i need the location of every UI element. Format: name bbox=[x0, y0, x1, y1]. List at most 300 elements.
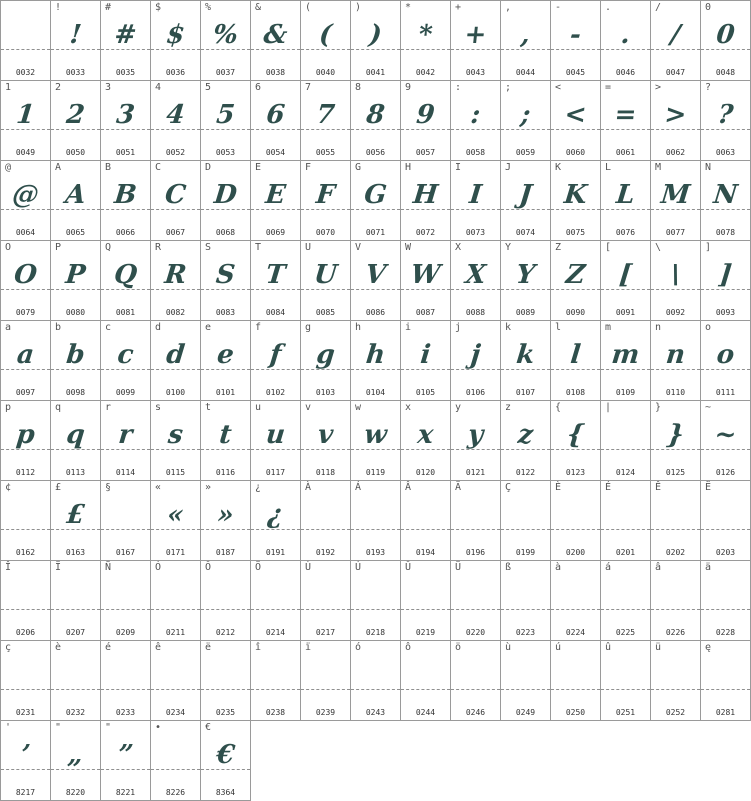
character-label: [ bbox=[605, 242, 612, 253]
glyph-cell bbox=[501, 1, 551, 81]
glyph-cell bbox=[551, 481, 601, 561]
glyph-cell bbox=[151, 321, 201, 401]
glyph-cell bbox=[351, 241, 401, 321]
character-label: r bbox=[105, 402, 112, 413]
glyph-sample: H bbox=[411, 180, 440, 210]
glyph-cell bbox=[101, 561, 151, 641]
character-code: 0060 bbox=[565, 148, 586, 157]
glyph-cell bbox=[101, 641, 151, 721]
glyph-sample: u bbox=[264, 420, 287, 450]
character-label: Y bbox=[505, 242, 512, 253]
character-label: 0 bbox=[705, 2, 712, 13]
glyph-cell bbox=[301, 1, 351, 81]
glyph-sample: D bbox=[212, 180, 239, 210]
glyph-cell bbox=[651, 241, 701, 321]
glyph-sample: r bbox=[117, 420, 134, 450]
glyph-sample: K bbox=[562, 180, 589, 210]
character-label: M bbox=[655, 162, 662, 173]
glyph-cell bbox=[301, 561, 351, 641]
character-code: 0109 bbox=[615, 388, 636, 397]
character-label: Z bbox=[555, 242, 562, 253]
glyph-cell bbox=[601, 161, 651, 241]
character-label: % bbox=[205, 2, 212, 13]
character-code: 0085 bbox=[315, 308, 336, 317]
glyph-sample bbox=[601, 415, 651, 455]
character-code: 0251 bbox=[615, 708, 636, 717]
glyph-sample: & bbox=[262, 20, 289, 50]
character-code: 0045 bbox=[565, 68, 586, 77]
character-code: 0239 bbox=[315, 708, 336, 717]
character-label: 9 bbox=[405, 82, 412, 93]
glyph-cell bbox=[51, 641, 101, 721]
glyph-sample: { bbox=[565, 420, 586, 450]
character-code: 0042 bbox=[415, 68, 436, 77]
character-label: ? bbox=[705, 82, 712, 93]
character-code: 0064 bbox=[15, 228, 36, 237]
character-code: 0078 bbox=[715, 228, 736, 237]
character-code: 0123 bbox=[565, 468, 586, 477]
character-label: Ö bbox=[255, 562, 262, 573]
character-label: 7 bbox=[305, 82, 312, 93]
character-label: h bbox=[355, 322, 362, 333]
glyph-cell bbox=[501, 561, 551, 641]
character-code: 0088 bbox=[465, 308, 486, 317]
glyph-cell bbox=[151, 241, 201, 321]
glyph-sample: i bbox=[418, 340, 433, 370]
character-label: R bbox=[155, 242, 162, 253]
character-label: ë bbox=[205, 642, 212, 653]
glyph-sample: + bbox=[463, 20, 488, 50]
glyph-cell bbox=[201, 401, 251, 481]
character-code: 0069 bbox=[265, 228, 286, 237]
character-label: z bbox=[505, 402, 512, 413]
character-code: 0053 bbox=[215, 148, 236, 157]
glyph-cell bbox=[1, 561, 51, 641]
character-label: ï bbox=[305, 642, 312, 653]
character-code: 0217 bbox=[315, 628, 336, 637]
character-label: ç bbox=[5, 642, 12, 653]
glyph-cell bbox=[251, 321, 301, 401]
glyph-sample: Q bbox=[112, 260, 139, 290]
character-code: 8217 bbox=[15, 788, 36, 797]
character-code: 0082 bbox=[165, 308, 186, 317]
glyph-sample: R bbox=[163, 260, 188, 290]
glyph-sample: h bbox=[364, 340, 387, 370]
glyph-sample: , bbox=[519, 20, 532, 50]
character-code: 0076 bbox=[615, 228, 636, 237]
glyph-sample: b bbox=[64, 340, 87, 370]
glyph-cell bbox=[51, 481, 101, 561]
glyph-cell bbox=[401, 161, 451, 241]
character-label: V bbox=[355, 242, 362, 253]
character-code: 0119 bbox=[365, 468, 386, 477]
glyph-cell bbox=[201, 641, 251, 721]
character-label: ] bbox=[705, 242, 712, 253]
glyph-sample bbox=[651, 495, 701, 535]
character-label: ù bbox=[505, 642, 512, 653]
glyph-cell bbox=[401, 641, 451, 721]
character-label: 8 bbox=[355, 82, 362, 93]
glyph-cell bbox=[651, 561, 701, 641]
character-label: À bbox=[305, 482, 312, 493]
character-code: 0233 bbox=[115, 708, 136, 717]
glyph-cell bbox=[101, 1, 151, 81]
glyph-sample: L bbox=[614, 180, 637, 210]
glyph-cell bbox=[301, 241, 351, 321]
character-code: 0038 bbox=[265, 68, 286, 77]
glyph-sample: E bbox=[264, 180, 287, 210]
glyph-cell bbox=[551, 1, 601, 81]
character-code: 0218 bbox=[365, 628, 386, 637]
character-code: 0211 bbox=[165, 628, 186, 637]
character-code: 0054 bbox=[265, 148, 286, 157]
glyph-sample bbox=[301, 655, 351, 695]
glyph-sample bbox=[101, 655, 151, 695]
glyph-cell bbox=[251, 241, 301, 321]
character-code: 0112 bbox=[15, 468, 36, 477]
glyph-cell bbox=[301, 401, 351, 481]
character-code: 0238 bbox=[265, 708, 286, 717]
glyph-cell bbox=[401, 241, 451, 321]
character-label: T bbox=[255, 242, 262, 253]
glyph-sample: 7 bbox=[314, 100, 337, 130]
character-label: Û bbox=[405, 562, 412, 573]
glyph-cell bbox=[101, 321, 151, 401]
glyph-sample: @ bbox=[10, 180, 41, 210]
glyph-sample: ] bbox=[717, 260, 734, 290]
character-label: I bbox=[455, 162, 462, 173]
glyph-sample bbox=[151, 735, 201, 775]
glyph-sample: W bbox=[409, 260, 442, 290]
glyph-cell bbox=[251, 161, 301, 241]
glyph-cell bbox=[151, 81, 201, 161]
character-label: B bbox=[105, 162, 112, 173]
glyph-sample: A bbox=[63, 180, 88, 210]
character-code: 0108 bbox=[565, 388, 586, 397]
character-code: 0097 bbox=[15, 388, 36, 397]
glyph-cell bbox=[51, 161, 101, 241]
character-label: W bbox=[405, 242, 412, 253]
character-label: > bbox=[655, 82, 662, 93]
character-label: Ï bbox=[55, 562, 62, 573]
glyph-cell bbox=[301, 161, 351, 241]
character-code: 0171 bbox=[165, 548, 186, 557]
character-label: é bbox=[105, 642, 112, 653]
character-label: O bbox=[5, 242, 12, 253]
character-label: Ë bbox=[705, 482, 712, 493]
character-label: • bbox=[155, 722, 162, 733]
character-label: q bbox=[55, 402, 62, 413]
character-code: 0100 bbox=[165, 388, 186, 397]
glyph-cell bbox=[1, 641, 51, 721]
character-code: 0056 bbox=[365, 148, 386, 157]
glyph-sample bbox=[401, 575, 451, 615]
glyph-cell bbox=[551, 401, 601, 481]
character-code: 0243 bbox=[365, 708, 386, 717]
glyph-cell bbox=[601, 81, 651, 161]
glyph-sample bbox=[1, 495, 51, 535]
glyph-cell bbox=[101, 721, 151, 801]
character-code: 0092 bbox=[665, 308, 686, 317]
glyph-sample: J bbox=[517, 180, 534, 210]
glyph-sample: € bbox=[214, 740, 237, 770]
character-code: 8226 bbox=[165, 788, 186, 797]
character-code: 0074 bbox=[515, 228, 536, 237]
glyph-cell bbox=[701, 321, 751, 401]
glyph-sample bbox=[1, 655, 51, 695]
glyph-sample bbox=[301, 575, 351, 615]
glyph-sample: M bbox=[659, 180, 692, 210]
character-code: 0052 bbox=[165, 148, 186, 157]
character-code: 0115 bbox=[165, 468, 186, 477]
glyph-sample: . bbox=[619, 20, 632, 50]
glyph-sample bbox=[151, 655, 201, 695]
character-label: F bbox=[305, 162, 312, 173]
character-code: 0049 bbox=[15, 148, 36, 157]
glyph-sample: F bbox=[314, 180, 337, 210]
glyph-sample: v bbox=[316, 420, 335, 450]
glyph-sample: ? bbox=[716, 100, 735, 130]
character-label: D bbox=[205, 162, 212, 173]
glyph-sample: z bbox=[516, 420, 535, 450]
glyph-cell bbox=[301, 81, 351, 161]
character-label: s bbox=[155, 402, 162, 413]
character-label: ó bbox=[355, 642, 362, 653]
glyph-cell bbox=[501, 161, 551, 241]
character-code: 0067 bbox=[165, 228, 186, 237]
character-code: 0192 bbox=[315, 548, 336, 557]
glyph-cell bbox=[701, 561, 751, 641]
glyph-cell bbox=[601, 641, 651, 721]
glyph-cell bbox=[151, 161, 201, 241]
character-label: 1 bbox=[5, 82, 12, 93]
glyph-cell bbox=[401, 401, 451, 481]
character-label: L bbox=[605, 162, 612, 173]
glyph-sample: > bbox=[663, 100, 688, 130]
character-label: m bbox=[605, 322, 612, 333]
character-code: 0110 bbox=[665, 388, 686, 397]
glyph-sample: V bbox=[363, 260, 388, 290]
glyph-cell bbox=[251, 481, 301, 561]
character-label: ä bbox=[705, 562, 712, 573]
glyph-cell bbox=[1, 161, 51, 241]
character-label: @ bbox=[5, 162, 12, 173]
character-code: 0116 bbox=[215, 468, 236, 477]
character-label: â bbox=[655, 562, 662, 573]
character-code: 0093 bbox=[715, 308, 736, 317]
glyph-cell bbox=[701, 401, 751, 481]
glyph-sample bbox=[351, 575, 401, 615]
glyph-sample bbox=[1, 575, 51, 615]
glyph-sample bbox=[401, 495, 451, 535]
character-label: 2 bbox=[55, 82, 62, 93]
character-code: 0167 bbox=[115, 548, 136, 557]
glyph-sample: j bbox=[469, 340, 482, 370]
character-code: 0037 bbox=[215, 68, 236, 77]
glyph-sample bbox=[701, 495, 751, 535]
glyph-sample: 8 bbox=[364, 100, 387, 130]
character-code: 0063 bbox=[715, 148, 736, 157]
glyph-sample: ’ bbox=[19, 740, 32, 770]
character-label: x bbox=[405, 402, 412, 413]
glyph-cell bbox=[701, 641, 751, 721]
glyph-sample: 6 bbox=[264, 100, 287, 130]
character-label: n bbox=[655, 322, 662, 333]
character-code: 0075 bbox=[565, 228, 586, 237]
glyph-cell bbox=[651, 81, 701, 161]
character-label: y bbox=[455, 402, 462, 413]
glyph-cell bbox=[601, 1, 651, 81]
character-code: 0090 bbox=[565, 308, 586, 317]
character-code: 0071 bbox=[365, 228, 386, 237]
character-code: 0162 bbox=[15, 548, 36, 557]
glyph-sample: d bbox=[164, 340, 187, 370]
glyph-sample: « bbox=[165, 500, 186, 530]
glyph-sample: B bbox=[112, 180, 139, 210]
glyph-cell bbox=[651, 641, 701, 721]
glyph-cell bbox=[101, 401, 151, 481]
glyph-sample: } bbox=[665, 420, 686, 450]
character-label: Ñ bbox=[105, 562, 112, 573]
glyph-sample bbox=[251, 655, 301, 695]
character-code: 0220 bbox=[465, 628, 486, 637]
glyph-sample: ; bbox=[519, 100, 532, 130]
character-label: G bbox=[355, 162, 362, 173]
character-label: Ä bbox=[455, 482, 462, 493]
character-label: Ù bbox=[305, 562, 312, 573]
character-code: 0113 bbox=[65, 468, 86, 477]
glyph-cell bbox=[451, 321, 501, 401]
glyph-sample bbox=[351, 495, 401, 535]
character-code: 0121 bbox=[465, 468, 486, 477]
glyph-sample: x bbox=[416, 420, 435, 450]
character-code: 0044 bbox=[515, 68, 536, 77]
glyph-sample bbox=[501, 655, 551, 695]
glyph-sample: n bbox=[664, 340, 687, 370]
glyph-sample: * bbox=[417, 20, 434, 50]
character-code: 0226 bbox=[665, 628, 686, 637]
character-label: E bbox=[255, 162, 262, 173]
character-code: 0199 bbox=[515, 548, 536, 557]
glyph-sample bbox=[701, 575, 751, 615]
glyph-sample bbox=[451, 655, 501, 695]
character-label: } bbox=[655, 402, 662, 413]
character-code: 8364 bbox=[215, 788, 236, 797]
character-code: 0086 bbox=[365, 308, 386, 317]
character-code: 0203 bbox=[715, 548, 736, 557]
glyph-sample: p bbox=[14, 420, 37, 450]
glyph-sample: 4 bbox=[164, 100, 187, 130]
character-code: 0201 bbox=[615, 548, 636, 557]
glyph-sample bbox=[201, 575, 251, 615]
glyph-sample bbox=[501, 575, 551, 615]
glyph-cell bbox=[451, 561, 501, 641]
character-label: " bbox=[105, 722, 112, 733]
character-code: 0206 bbox=[15, 628, 36, 637]
character-label: Q bbox=[105, 242, 112, 253]
glyph-sample: X bbox=[463, 260, 488, 290]
glyph-sample: T bbox=[264, 260, 287, 290]
character-code: 0061 bbox=[615, 148, 636, 157]
character-code: 0191 bbox=[265, 548, 286, 557]
glyph-cell bbox=[351, 81, 401, 161]
glyph-sample: a bbox=[15, 340, 36, 370]
glyph-cell bbox=[551, 321, 601, 401]
glyph-cell bbox=[201, 241, 251, 321]
character-code: 0066 bbox=[115, 228, 136, 237]
glyph-cell bbox=[451, 241, 501, 321]
character-label: £ bbox=[55, 482, 62, 493]
glyph-sample: c bbox=[116, 340, 135, 370]
character-label: S bbox=[205, 242, 212, 253]
character-label: Â bbox=[405, 482, 412, 493]
glyph-sample: t bbox=[217, 420, 234, 450]
glyph-cell bbox=[201, 81, 251, 161]
glyph-cell bbox=[701, 1, 751, 81]
glyph-sample: 1 bbox=[14, 100, 37, 130]
character-label: = bbox=[605, 82, 612, 93]
character-label: Ó bbox=[155, 562, 162, 573]
glyph-cell bbox=[601, 401, 651, 481]
character-code: 0041 bbox=[365, 68, 386, 77]
character-code: 0207 bbox=[65, 628, 86, 637]
character-label: k bbox=[505, 322, 512, 333]
glyph-cell bbox=[1, 1, 51, 81]
character-label: Ç bbox=[505, 482, 512, 493]
glyph-sample bbox=[551, 575, 601, 615]
character-code: 8221 bbox=[115, 788, 136, 797]
glyph-cell bbox=[651, 321, 701, 401]
character-code: 0081 bbox=[115, 308, 136, 317]
glyph-cell bbox=[401, 1, 451, 81]
glyph-sample: < bbox=[563, 100, 588, 130]
glyph-cell bbox=[301, 481, 351, 561]
glyph-cell bbox=[351, 401, 401, 481]
character-label: t bbox=[205, 402, 212, 413]
character-label: J bbox=[505, 162, 512, 173]
character-code: 0235 bbox=[215, 708, 236, 717]
glyph-cell bbox=[351, 161, 401, 241]
character-code: 8220 bbox=[65, 788, 86, 797]
character-label: C bbox=[155, 162, 162, 173]
character-code: 0105 bbox=[415, 388, 436, 397]
glyph-cell bbox=[601, 481, 651, 561]
glyph-cell bbox=[351, 561, 401, 641]
glyph-cell bbox=[451, 161, 501, 241]
character-label: w bbox=[355, 402, 362, 413]
glyph-cell bbox=[201, 1, 251, 81]
glyph-cell bbox=[601, 321, 651, 401]
character-code: 0223 bbox=[515, 628, 536, 637]
character-code: 0087 bbox=[415, 308, 436, 317]
glyph-cell bbox=[451, 81, 501, 161]
character-label: a bbox=[5, 322, 12, 333]
glyph-cell bbox=[301, 321, 351, 401]
character-code: 0126 bbox=[715, 468, 736, 477]
glyph-sample: N bbox=[712, 180, 739, 210]
character-code: 0046 bbox=[615, 68, 636, 77]
character-label: ; bbox=[505, 82, 512, 93]
character-label: 4 bbox=[155, 82, 162, 93]
glyph-cell bbox=[601, 241, 651, 321]
character-label: A bbox=[55, 162, 62, 173]
glyph-cell bbox=[551, 641, 601, 721]
glyph-cell bbox=[1, 241, 51, 321]
character-code: 0084 bbox=[265, 308, 286, 317]
glyph-sample bbox=[301, 495, 351, 535]
glyph-sample: \ bbox=[669, 260, 682, 290]
glyph-sample: ¿ bbox=[266, 500, 285, 530]
